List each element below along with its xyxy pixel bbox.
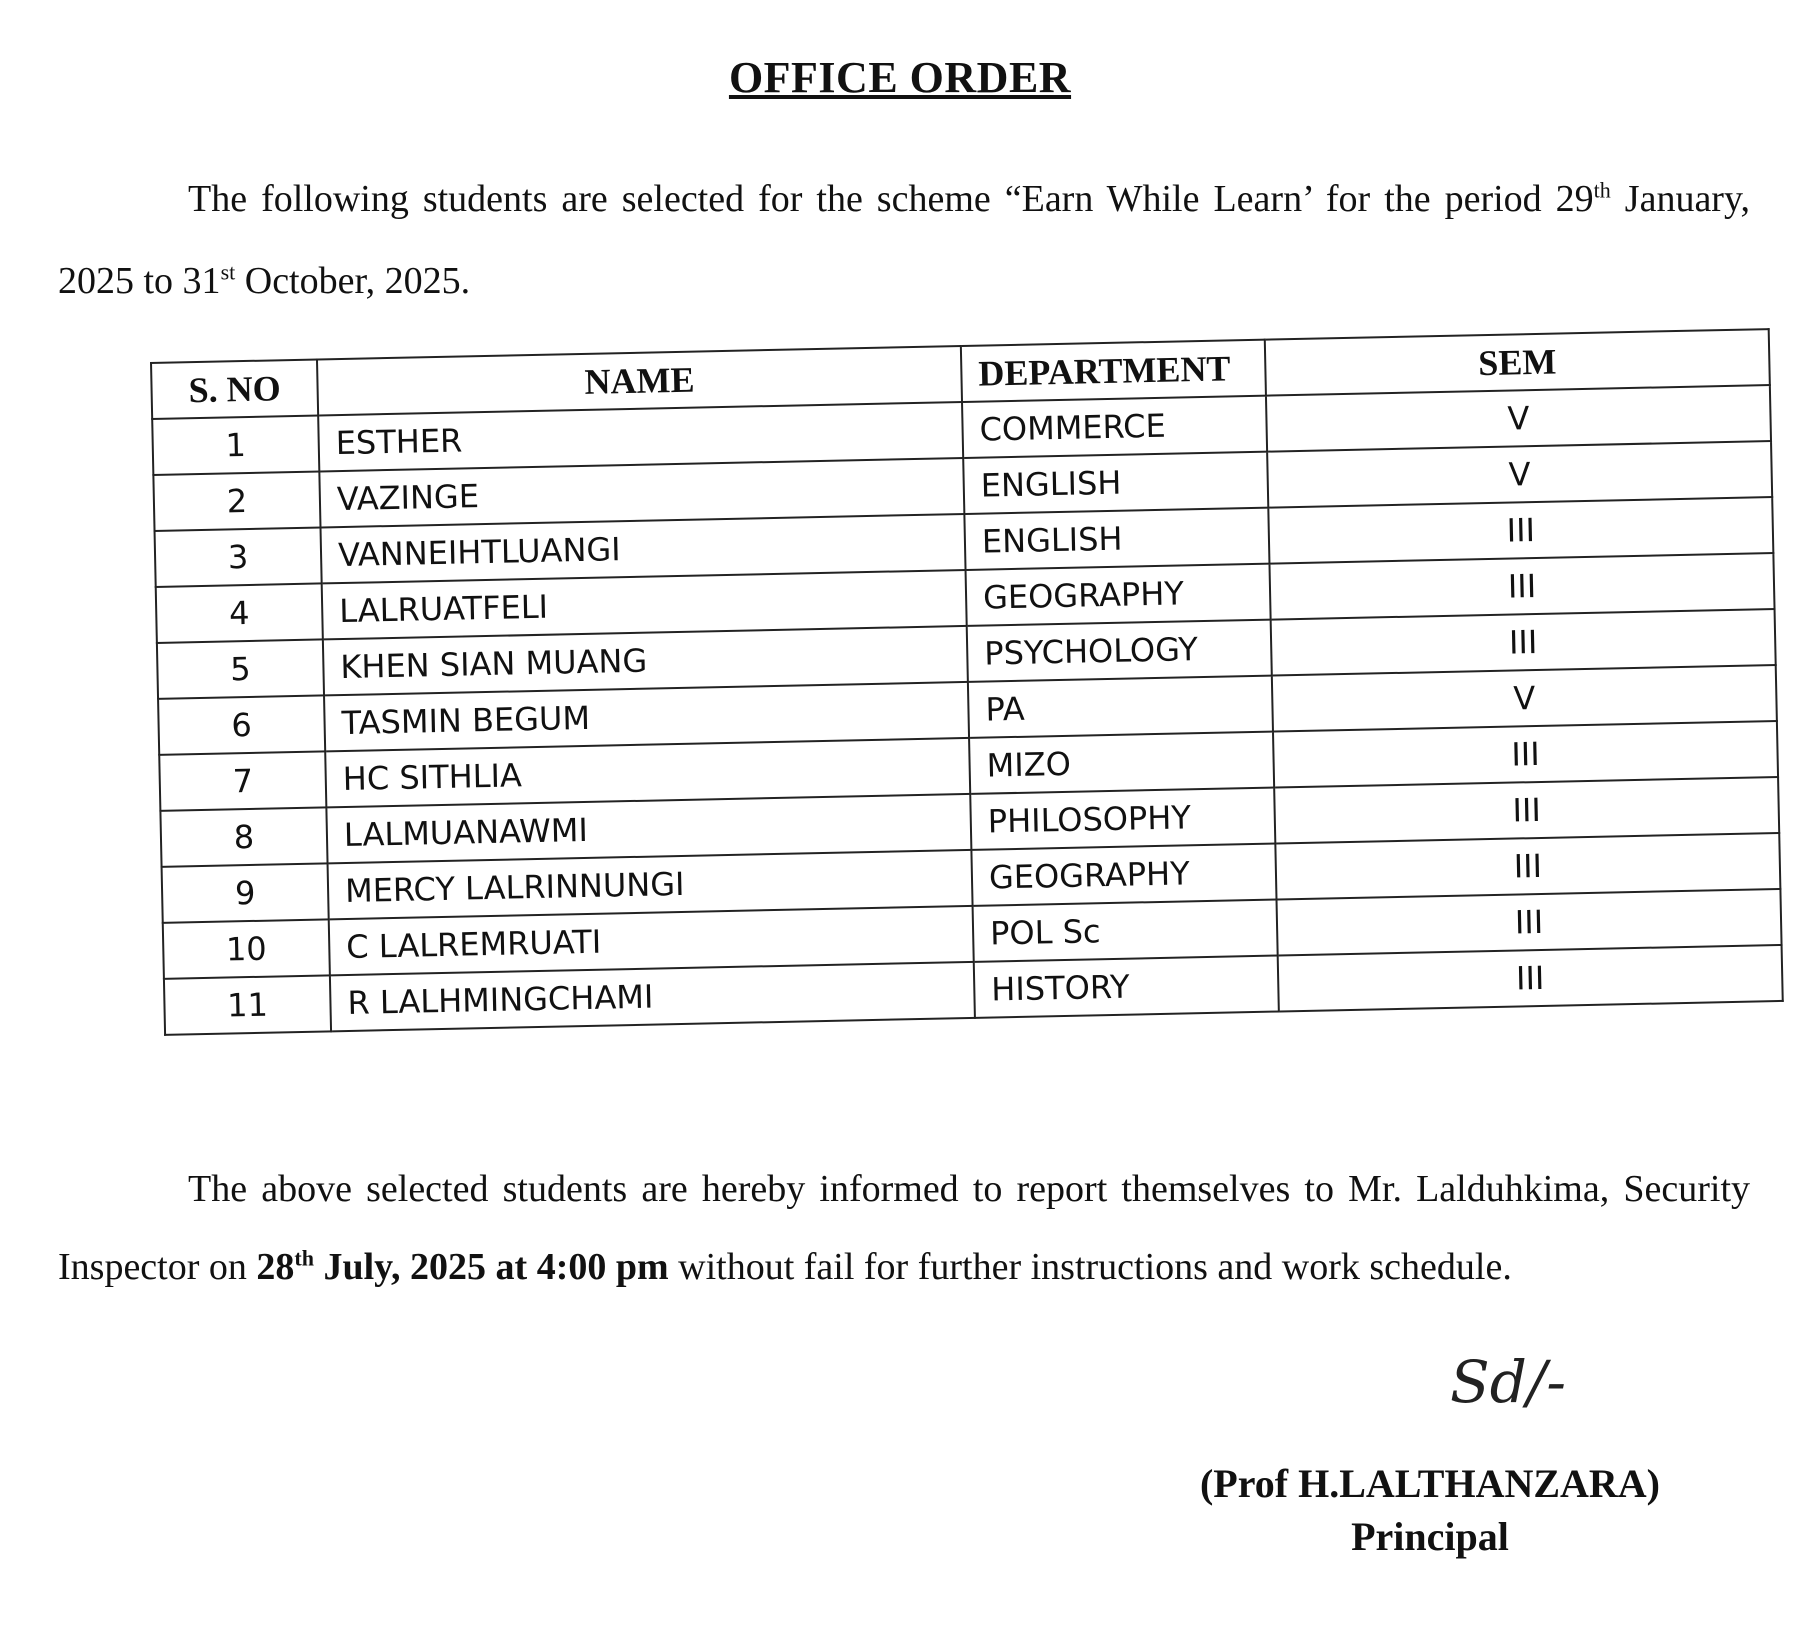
cell-name: LALRUATFELI [322,570,967,639]
cell-department: COMMERCE [962,396,1267,458]
cell-department: GEOGRAPHY [971,844,1276,906]
cell-name: C LALREMRUATI [329,906,974,975]
cell-sno: 10 [163,919,330,978]
cell-sem: III [1271,609,1776,676]
cell-sno: 8 [160,807,327,866]
report-date [256,1246,668,1288]
cell-sem: III [1278,945,1783,1012]
cell-sno: 5 [157,639,324,698]
cell-sno: 1 [152,415,319,474]
cell-department: PHILOSOPHY [970,788,1275,850]
signature-mark: Sd/- [1450,1348,1566,1416]
cell-sem: V [1272,665,1777,732]
cell-sno: 4 [156,583,323,642]
intro-text-2: January, 2025 to 31 [58,178,1750,302]
report-date-day: 28 [256,1246,295,1288]
cell-name: TASMIN BEGUM [324,682,969,751]
cell-sem: III [1268,497,1773,564]
cell-name: LALMUANAWMI [326,794,971,863]
header-name: NAME [317,346,962,415]
cell-sno: 9 [162,863,329,922]
intro-text-3: October, 2025. [235,260,471,302]
cell-sem: III [1275,833,1780,900]
cell-sno: 6 [158,695,325,754]
cell-name: R LALHMINGCHAMI [330,962,975,1031]
cell-department: MIZO [969,732,1274,794]
cell-department: PSYCHOLOGY [967,620,1272,682]
cell-department: HISTORY [974,956,1279,1018]
cell-sno: 2 [153,471,320,530]
cell-name: KHEN SIAN MUANG [323,626,968,695]
intro-sup-2: st [220,259,236,285]
intro-sup-1: th [1593,177,1611,203]
cell-department: POL Sc [973,900,1278,962]
cell-name: HC SITHLIA [325,738,970,807]
signature-block [1150,1348,1710,1560]
report-date-sup: th [294,1245,314,1271]
cell-sno: 7 [159,751,326,810]
header-department: DEPARTMENT [961,340,1266,402]
closing-text-2: without fail for further instructions and work schedule. [668,1246,1512,1288]
cell-department: PA [968,676,1273,738]
cell-sno: 3 [155,527,322,586]
cell-department: ENGLISH [963,452,1268,514]
cell-department: GEOGRAPHY [966,564,1271,626]
cell-sem: V [1267,441,1772,508]
cell-name: MERCY LALRINNUNGI [328,850,973,919]
signatory-name: (Prof H.LALTHANZARA) [1199,1461,1661,1506]
cell-name: VANNEIHTLUANGI [321,514,966,583]
header-sem: SEM [1265,329,1770,396]
report-date-rest: July, 2025 at 4:00 pm [313,1246,669,1288]
cell-name: VAZINGE [319,458,964,527]
intro-paragraph [58,158,1750,322]
cell-sem: III [1274,777,1779,844]
students-table [150,328,1784,1036]
cell-sem: III [1273,721,1778,788]
cell-sem: V [1266,385,1771,452]
signatory-designation: Principal [1351,1514,1509,1559]
document-title: OFFICE ORDER [728,53,1072,102]
cell-department: ENGLISH [964,508,1269,570]
cell-sno: 11 [164,975,331,1034]
closing-paragraph [58,1150,1750,1306]
cell-name: ESTHER [318,402,963,471]
closing-text-1: The above selected students are hereby informed to report themselves to Mr. Lalduhkima, Security Inspector on [58,1168,1750,1288]
intro-text-1: The following students are selected for the scheme “Earn While Learn’ for the period 29 [188,178,1594,220]
header-sno: S. NO [151,360,318,419]
cell-sem: III [1277,889,1782,956]
cell-sem: III [1269,553,1774,620]
